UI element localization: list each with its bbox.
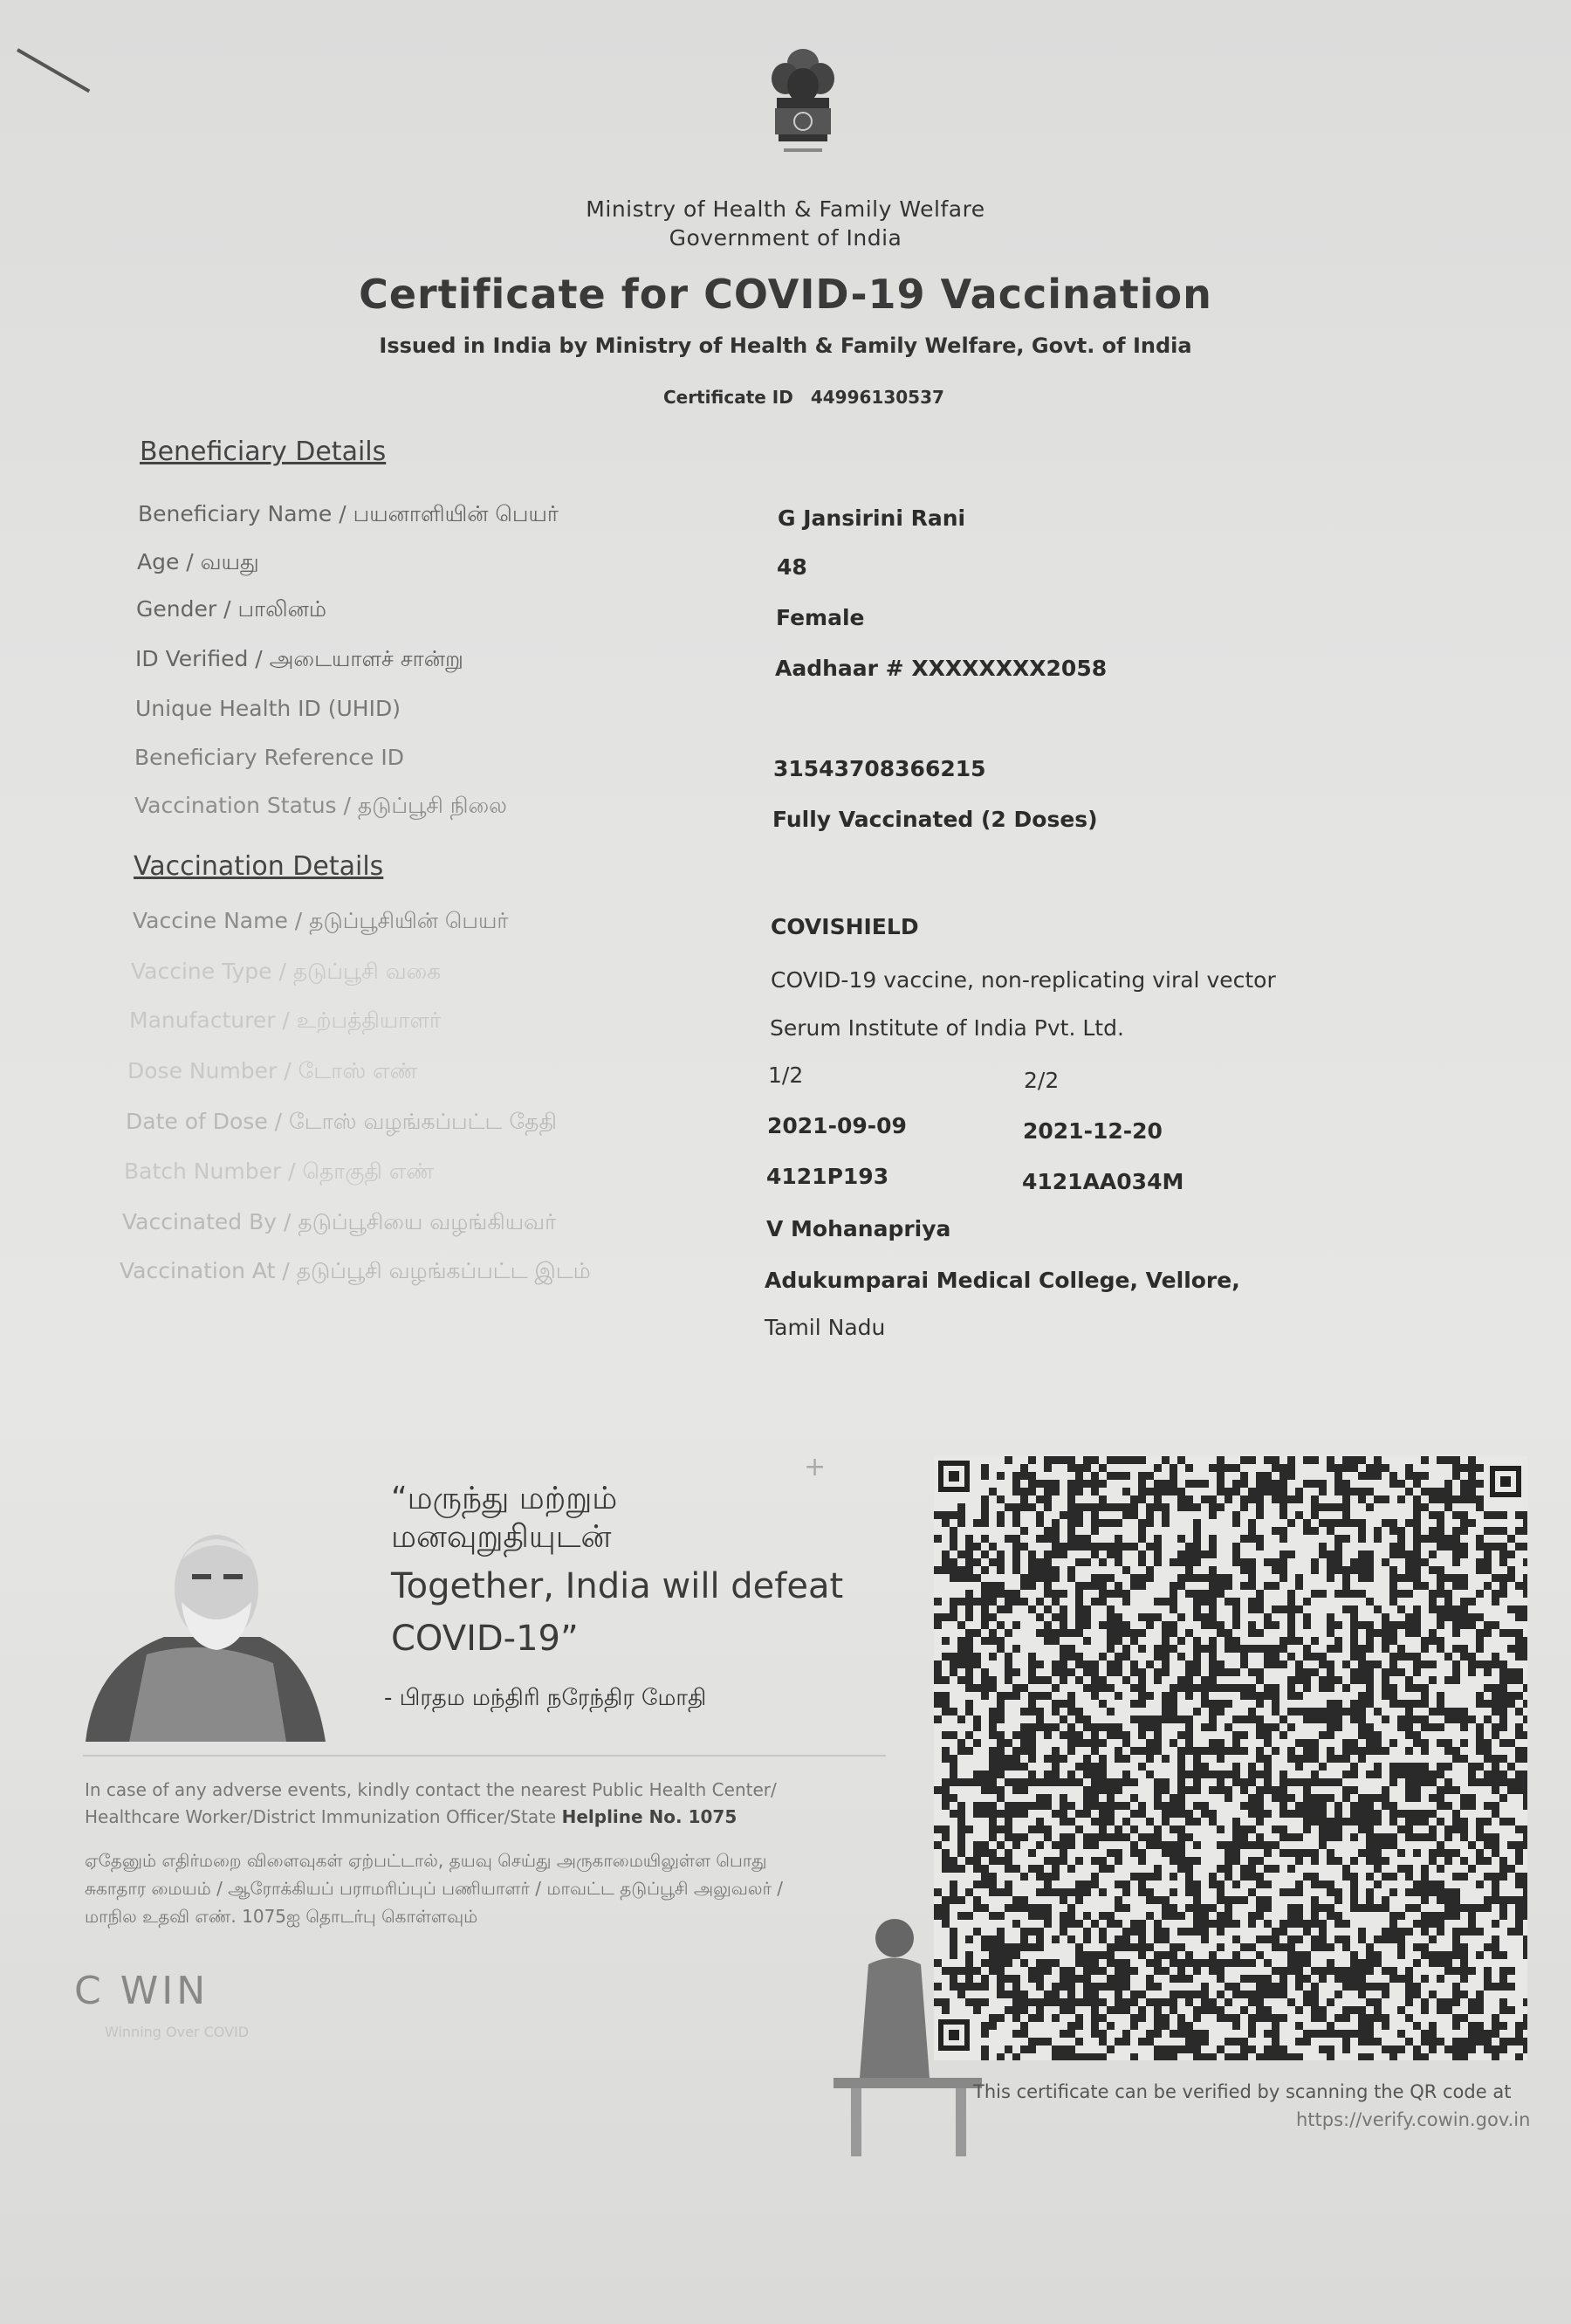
advice-tamil-line2: சுகாதார மையம் / ஆரோக்கியப் பராமரிப்புப் பணியாளர் / மாவட்ட தடுப்பூசி அலுவலர் /: [85, 1878, 784, 1899]
certificate-title: Certificate for COVID-19 Vaccination: [359, 271, 1212, 318]
batch-2-value: 4121AA034M: [1022, 1169, 1184, 1194]
certificate-id-value: 44996130537: [810, 387, 944, 408]
advice-english-line2: [85, 1804, 905, 1830]
vaccination-status-value: Fully Vaccinated (2 Doses): [772, 807, 1098, 832]
quote-block: [391, 1480, 915, 1665]
issued-by: Issued in India by Ministry of Health & Family Welfare, Govt. of India: [379, 333, 1192, 358]
quote-tamil-line1: “மருந்து மற்றும்: [391, 1481, 618, 1516]
divider: [83, 1755, 886, 1757]
vaccinated-at-label: Vaccination At / தடுப்பூசி வழங்கப்பட்ட இடம்: [120, 1258, 591, 1283]
manufacturer-value: Serum Institute of India Pvt. Ltd.: [770, 1015, 1124, 1041]
pen-mark: [17, 48, 90, 93]
dose-2-value: 2/2: [1024, 1068, 1060, 1093]
cowin-logo: C WIN: [74, 1969, 209, 2013]
registration-mark: +: [804, 1452, 827, 1482]
ministry-name: Ministry of Health & Family Welfare: [586, 196, 985, 222]
portrait-illustration: [86, 1506, 330, 1742]
gender-value: Female: [776, 605, 865, 630]
quote-english-line1: Together, India will defeat: [391, 1566, 844, 1606]
vaccine-type-label: Vaccine Type / தடுப்பூசி வகை: [131, 959, 442, 984]
vaccination-status-label: Vaccination Status / தடுப்பூசி நிலை: [134, 793, 507, 818]
vaccine-name-label: Vaccine Name / தடுப்பூசியின் பெயர்: [133, 908, 509, 933]
dose-number-label: Dose Number / டோஸ் எண்: [127, 1058, 418, 1083]
batch-1-value: 4121P193: [766, 1164, 889, 1189]
verify-url[interactable]: https://verify.cowin.gov.in: [1296, 2109, 1531, 2130]
quote-english-line2: COVID-19”: [391, 1619, 579, 1659]
gender-label: Gender / பாலினம்: [136, 596, 326, 622]
certificate-id: [663, 387, 944, 408]
reference-id-label: Beneficiary Reference ID: [134, 745, 404, 770]
vaccinated-at-line1: Adukumparai Medical College, Vellore,: [765, 1268, 1240, 1293]
beneficiary-name-value: G Jansirini Rani: [778, 505, 966, 531]
quote-attribution: - பிரதம மந்திரி நரேந்திர மோதி: [384, 1685, 707, 1711]
advice-english-line1: In case of any adverse events, kindly contact the nearest Public Health Center/: [85, 1779, 777, 1800]
advice-tamil-line3: மாநில உதவி எண். 1075ஐ தொடர்பு கொள்ளவும்: [85, 1906, 478, 1927]
healthcare-worker-illustration: [834, 1903, 982, 2156]
vaccinated-at-line2: Tamil Nadu: [765, 1315, 886, 1340]
quote-tamil-line2: மனவுறுதியுடன்: [391, 1519, 612, 1555]
dose-1-value: 1/2: [768, 1062, 804, 1088]
date-of-dose-label: Date of Dose / டோஸ் வழங்கப்பட்ட தேதி: [126, 1109, 557, 1134]
vaccinated-by-label: Vaccinated By / தடுப்பூசியை வழங்கியவர்: [122, 1209, 557, 1234]
uhid-label: Unique Health ID (UHID): [135, 696, 401, 721]
verify-text: This certificate can be verified by scanning the QR code at: [973, 2081, 1512, 2102]
vaccine-name-value: COVISHIELD: [771, 914, 919, 939]
qr-code[interactable]: [934, 1456, 1527, 2060]
national-emblem-icon: [759, 44, 847, 183]
vaccinated-by-value: V Mohanapriya: [766, 1216, 951, 1241]
date-2-value: 2021-12-20: [1023, 1118, 1163, 1144]
advice-english-text: Healthcare Worker/District Immunization Officer/State: [85, 1806, 562, 1827]
id-verified-value: Aadhaar # XXXXXXXX2058: [775, 656, 1108, 681]
reference-id-value: 31543708366215: [773, 756, 986, 781]
age-label: Age / வயது: [137, 549, 259, 574]
cowin-tagline: Winning Over COVID: [105, 2024, 250, 2040]
manufacturer-label: Manufacturer / உற்பத்தியாளர்: [129, 1007, 441, 1033]
batch-number-label: Batch Number / தொகுதி எண்: [124, 1159, 435, 1184]
beneficiary-heading: Beneficiary Details: [140, 437, 387, 467]
government-name: Government of India: [669, 225, 902, 251]
vaccination-heading: Vaccination Details: [134, 851, 384, 882]
id-verified-label: ID Verified / அடையாளச் சான்று: [135, 646, 463, 671]
beneficiary-name-label: Beneficiary Name / பயனாளியின் பெயர்: [138, 501, 559, 526]
advice-tamil-line1: ஏதேனும் எதிர்மறை விளைவுகள் ஏற்பட்டால், தயவு செய்து அருகாமையிலுள்ள பொது: [85, 1850, 767, 1871]
date-1-value: 2021-09-09: [767, 1113, 907, 1138]
age-value: 48: [777, 554, 807, 580]
vaccine-type-value: COVID-19 vaccine, non-replicating viral vector: [771, 967, 1276, 993]
certificate-id-label: Certificate ID: [663, 387, 793, 408]
helpline-number: Helpline No. 1075: [561, 1806, 737, 1827]
